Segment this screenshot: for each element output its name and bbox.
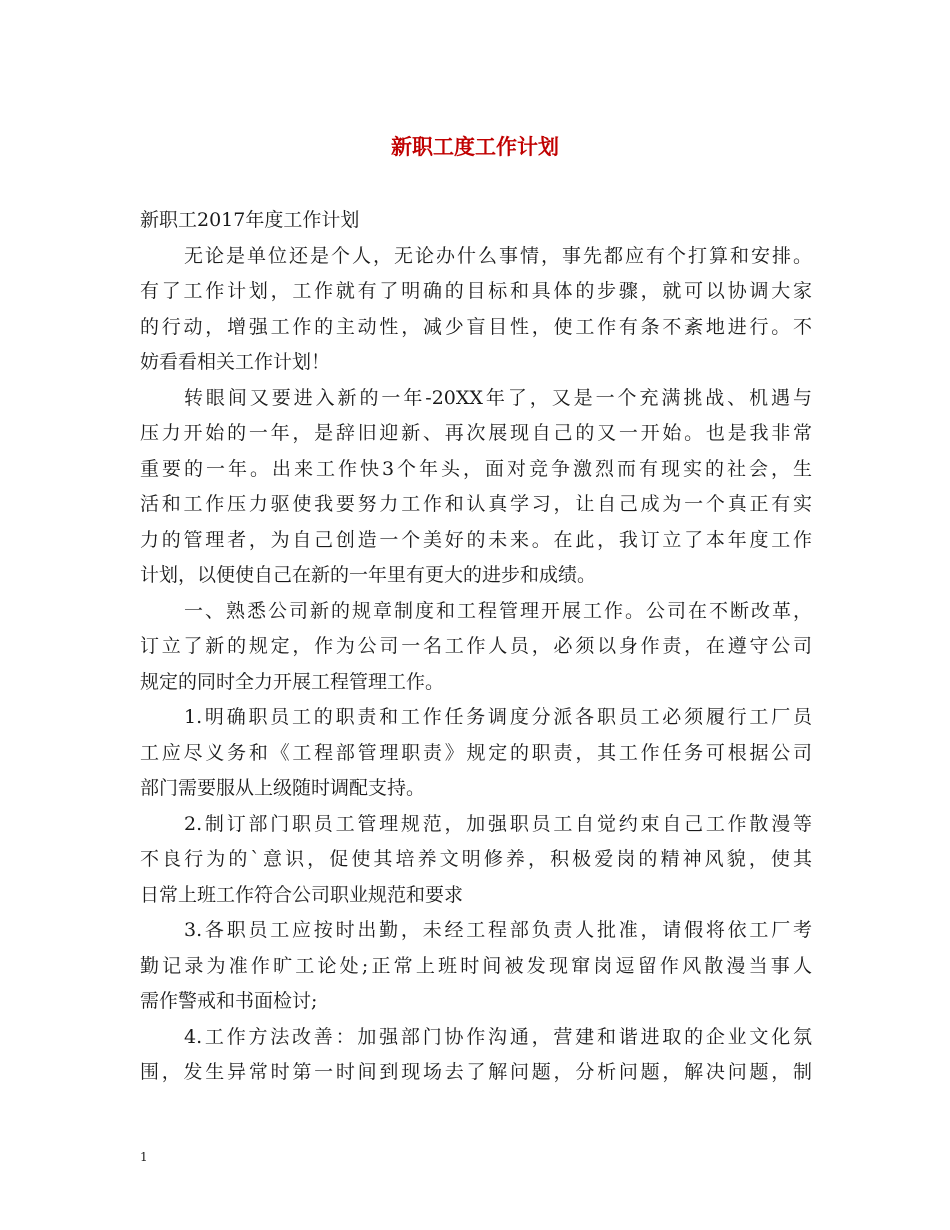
text-line: 有了工作计划，工作就有了明确的目标和具体的步骤，就可以协调大家 [140, 280, 812, 302]
paragraph [140, 1020, 812, 1091]
document-subtitle: 新职工2017年度工作计划 [140, 209, 360, 231]
document-title: 新职工度工作计划 [391, 134, 559, 159]
text-line: 勤记录为准作旷工论处;正常上班时间被发现窜岗逗留作风散漫当事人 [140, 954, 812, 977]
text-line: 订立了新的规定，作为公司一名工作人员，必须以身作责，在遵守公司 [140, 635, 812, 657]
text-line: 重要的一年。出来工作快3个年头，面对竞争激烈而有现实的社会，生 [140, 457, 812, 480]
document-body [140, 203, 812, 1091]
text-line: 力的管理者，为自己创造一个美好的未来。在此，我订立了本年度工作 [140, 528, 812, 551]
text-line: 活和工作压力驱使我要努力工作和认真学习，让自己成为一个真正有实 [140, 493, 812, 515]
text-line: 的行动，增强工作的主动性，减少盲目性，使工作有条不紊地进行。不 [140, 315, 812, 338]
text-line: 无论是单位还是个人，无论办什么事情，事先都应有个打算和安排。 [184, 244, 812, 267]
text-line: 不良行为的`意识，促使其培养文明修养，积极爱岗的精神风貌，使其 [140, 848, 812, 870]
text-line: 工应尽义务和《工程部管理职责》规定的职责，其工作任务可根据公司 [140, 741, 812, 764]
text-line: 压力开始的一年，是辞旧迎新、再次展现自己的又一开始。也是我非常 [140, 422, 812, 444]
text-line: 围，发生异常时第一时间到现场去了解问题，分析问题，解决问题，制 [140, 1061, 812, 1083]
text-line: 部门需要服从上级随时调配支持。 [140, 777, 426, 799]
text-line: 1.明确职员工的职责和工作任务调度分派各职员工必须履行工厂员 [184, 706, 812, 728]
paragraph [140, 807, 812, 914]
paragraph [140, 700, 812, 807]
paragraph [140, 381, 812, 594]
text-line: 需作警戒和书面检讨; [140, 990, 318, 1012]
text-line: 转眼间又要进入新的一年-20XX年了，又是一个充满挑战、机遇与 [184, 386, 812, 409]
text-line: 日常上班工作符合公司职业规范和要求 [140, 883, 464, 906]
text-line: 妨看看相关工作计划！ [140, 351, 331, 373]
text-line: 一、熟悉公司新的规章制度和工程管理开展工作。公司在不断改革， [184, 599, 812, 622]
paragraph [140, 913, 812, 1020]
paragraph [140, 239, 812, 381]
paragraph [140, 594, 812, 701]
text-line: 计划，以便使自己在新的一年里有更大的进步和成绩。 [140, 564, 597, 586]
text-line: 2.制订部门职员工管理规范，加强职员工自觉约束自己工作散漫等 [184, 812, 812, 835]
page-number: 1 [140, 1150, 148, 1164]
text-line: 3.各职员工应按时出勤，未经工程部负责人批准，请假将依工厂考 [184, 919, 812, 941]
text-line: 规定的同时全力开展工程管理工作。 [140, 670, 445, 693]
text-line: 4.工作方法改善：加强部门协作沟通，营建和谐进取的企业文化氛 [184, 1025, 812, 1048]
